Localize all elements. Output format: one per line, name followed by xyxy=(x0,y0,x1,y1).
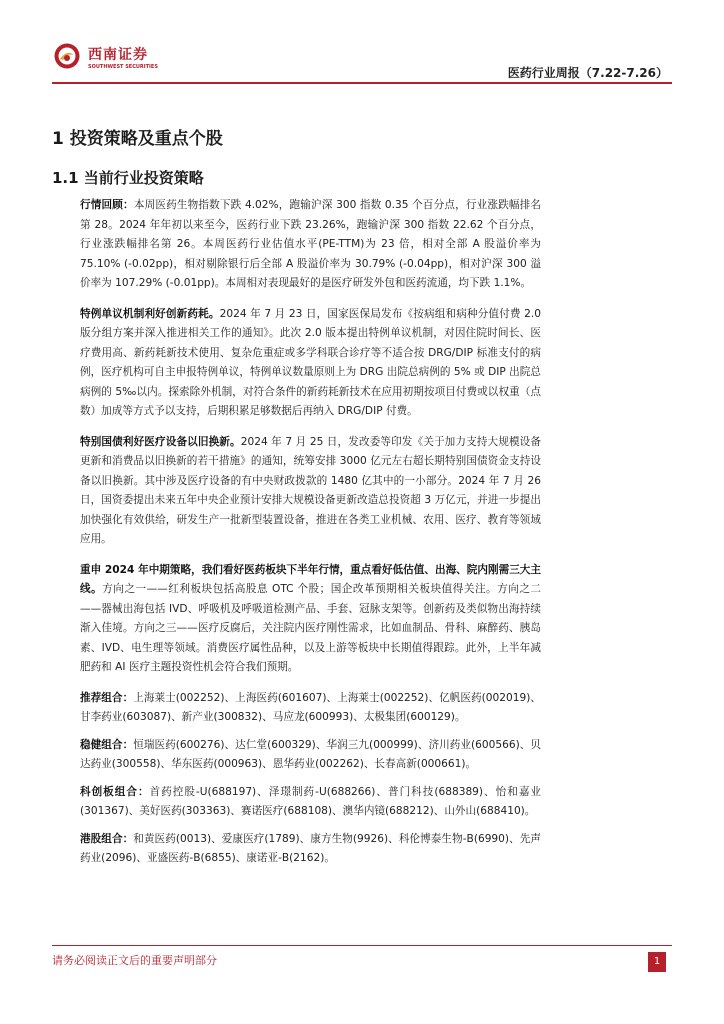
paragraph-lead: 稳健组合： xyxy=(80,738,134,751)
paragraph-lead: 特别国债利好医疗设备以旧换新。 xyxy=(80,435,241,448)
paragraph-lead: 行情回顾： xyxy=(80,199,134,211)
company-sub: SOUTHWEST SECURITIES xyxy=(88,64,158,70)
company-logo-icon xyxy=(54,43,80,69)
recommended-portfolio xyxy=(80,689,541,728)
subsection-heading: 1.1 当前行业投资策略 xyxy=(52,169,204,187)
paragraph-lead: 重申 2024 年中期策略，我们看好医药板块下半年行情，重点看好低估值、出海、院内刚需三大主线。 xyxy=(80,563,541,595)
paragraph-body: 本周医药生物指数下跌 4.02%，跑输沪深 300 指数 0.35 个百分点，行业涨跌幅排名第 28。2024 年年初以来至今，医药行业下跌 23.26%，跑输沪深 300 指数 22.62 个百分点，行业涨跌幅排名第 26。本周医药行业估值水平(PE-TTM)为 23 倍，相对全部 A 股溢价率为 75.10% (-0.02pp)，相对剔除银行后全部 A 股溢价率为 30.79% (-0.04pp)，相对沪深 300 溢价率为 107.29% (-0.01pp)。本周相对表现最好的是医疗研发外包和医药流通，均下跌 1.1%。 xyxy=(80,199,542,289)
paragraph-lead: 特例单议机制利好创新药耗。 xyxy=(80,307,220,320)
main-content xyxy=(80,196,541,877)
header-divider xyxy=(52,82,672,84)
company-name: 西南证券 xyxy=(88,47,148,63)
star-market-portfolio xyxy=(80,783,541,822)
section-heading: 1 投资策略及重点个股 xyxy=(52,129,223,149)
paragraph-body: 方向之一——红利板块包括高股息 OTC 个股；国企改革预期相关板块值得关注。方向之二——器械出海包括 IVD、呼吸机及呼吸道检测产品、手套、冠脉支架等。创新药及类似物出海持续渐入佳境。方向之三——医疗反腐后，关注院内医疗刚性需求，比如血制品、骨科、麻醉药、胰岛素、IVD、电生理等领域。消费医疗属性品种，以及上游等板块中长期值得跟踪。此外，上半年减肥药和 AI 医疗主题投资性机会符合我们预期。 xyxy=(80,583,542,673)
special-bond-paragraph xyxy=(80,433,541,550)
stable-portfolio xyxy=(80,736,541,775)
page-header xyxy=(0,0,724,86)
paragraph-lead: 科创板组合： xyxy=(80,785,150,798)
strategy-paragraph xyxy=(80,561,541,678)
paragraph-body: 上海莱士(002252)、上海医药(601607)、上海莱士(002252)、亿帆医药(002019)、甘李药业(603087)、新产业(300832)、马应龙(600993)、太极集团(600129)。 xyxy=(80,691,542,723)
paragraph-body: 首药控股-U(688197)、泽璟制药-U(688266)、普门科技(688389)、怡和嘉业(301367)、美好医药(303363)、赛诺医疗(688108)、澳华内镜(688212)、山外山(688410)。 xyxy=(80,785,542,817)
market-review-paragraph xyxy=(80,196,541,294)
paragraph-body: 恒瑞医药(600276)、达仁堂(600329)、华润三九(000999)、济川药业(600566)、贝达药业(300558)、华东医药(000963)、恩华药业(002262)、长春高新(000661)。 xyxy=(80,738,542,770)
footer-divider xyxy=(52,945,672,946)
special-review-paragraph xyxy=(80,305,541,422)
hk-stock-portfolio xyxy=(80,830,541,869)
paragraph-body: 2024 年 7 月 25 日，发改委等印发《关于加力支持大规模设备更新和消费品以旧换新的若干措施》的通知，统筹安排 3000 亿元左右超长期特别国债资金支持设备以旧换新。其中涉及医疗设备的有中央财政拨款的 1480 亿其中的一小部分。2024 年 7 月 26 日，国资委提出未来五年中央企业预计安排大规模设备更新改造总投资超 3 万亿元，并进一步提出加快强化有效供给，研发生产一批新型装置设备，推进在各类工业机械、农用、医疗、教育等领域应用。 xyxy=(80,435,541,545)
paragraph-body: 和黄医药(0013)、爱康医疗(1789)、康方生物(9926)、科伦博泰生物-B(6990)、先声药业(2096)、亚盛医药-B(6855)、康诺亚-B(2162)。 xyxy=(80,832,541,864)
report-title: 医药行业周报（7.22-7.26） xyxy=(507,66,668,80)
footer-disclaimer: 请务必阅读正文后的重要声明部分 xyxy=(52,954,217,967)
paragraph-lead: 港股组合： xyxy=(80,832,134,845)
page-number: 1 xyxy=(648,952,666,972)
paragraph-body: 2024 年 7 月 23 日，国家医保局发布《按病组和病种分值付费 2.0 版分组方案并深入推进相关工作的通知》。此次 2.0 版本提出特例单议机制，对因住院时间长、医疗费用高、新药耗新技术使用、复杂危重症或多学科联合诊疗等不适合按 DRG/DIP 标准支付的病例，医疗机构可自主申报特例单议，特例单议数量原则上为 DRG 出院总病例的 5% 或 DIP 出院总病例的 5‰以内。探索除外机制，对符合条件的新药耗新技术在应用初期按项目付费或以权重（点数）加成等方式予以支持，后期积累足够数据后再纳入 DRG/DIP 付费。 xyxy=(80,307,542,417)
paragraph-lead: 推荐组合： xyxy=(80,691,134,704)
